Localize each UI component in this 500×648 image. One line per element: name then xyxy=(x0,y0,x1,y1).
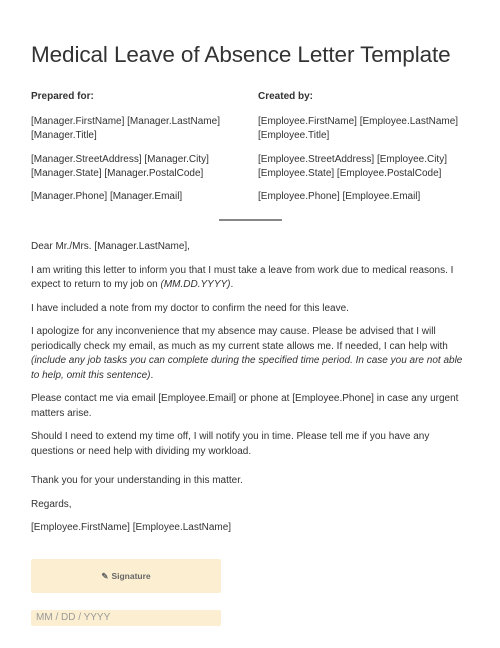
signature-field[interactable] xyxy=(31,559,221,593)
employee-contact[interactable]: [Employee.Phone] [Employee.Email] xyxy=(258,191,421,202)
manager-address-line2[interactable]: [Manager.State] [Manager.PostalCode] xyxy=(31,167,204,179)
letter-paragraph-6[interactable]: Thank you for your understanding in this matter. xyxy=(31,475,243,486)
letter-paragraph-1[interactable] xyxy=(31,264,471,293)
letter-signature-name[interactable]: [Employee.FirstName] [Employee.LastName] xyxy=(31,522,232,533)
prepared-for-name-role xyxy=(31,115,251,143)
document-title: Medical Leave of Absence Letter Template xyxy=(31,42,451,67)
manager-title[interactable]: [Manager.Title] xyxy=(31,130,97,141)
signature-label: Signature xyxy=(111,571,151,581)
paragraph-3-end: . xyxy=(150,369,154,381)
paragraph-1-end: . xyxy=(230,279,234,290)
letter-greeting[interactable]: Dear Mr./Mrs. [Manager.LastName], xyxy=(31,241,190,252)
manager-contact[interactable]: [Manager.Phone] [Manager.Email] xyxy=(31,191,183,202)
manager-name[interactable]: [Manager.FirstName] [Manager.LastName] xyxy=(31,116,220,127)
manager-address-line1[interactable]: [Manager.StreetAddress] [Manager.City] xyxy=(31,153,209,165)
created-by-name-role xyxy=(258,115,493,143)
prepared-for-block xyxy=(31,90,251,214)
letter-closing[interactable]: Regards, xyxy=(31,498,72,510)
date-field[interactable] xyxy=(31,610,221,626)
letter-paragraph-2[interactable]: I have included a note from my doctor to confirm the need for this leave. xyxy=(31,302,349,314)
letter-paragraph-4[interactable]: Please contact me via email [Employee.Email] or phone at [Employee.Phone] in case any urgent matters arise. xyxy=(31,393,459,419)
created-by-heading: Created by: xyxy=(258,91,314,102)
prepared-for-address xyxy=(31,153,251,181)
prepared-for-contact xyxy=(31,190,251,204)
letter-body xyxy=(31,240,471,545)
created-by-block xyxy=(258,90,493,214)
pen-icon: ✎ xyxy=(101,570,109,581)
employee-address-line2[interactable]: [Employee.State] [Employee.PostalCode] xyxy=(258,167,442,179)
prepared-for-heading: Prepared for: xyxy=(31,91,94,102)
paragraph-1-text: I am writing this letter to inform you that I must take a leave from work due to medical reasons. I expect to return to my job on xyxy=(31,264,454,290)
employee-title[interactable]: [Employee.Title] xyxy=(258,130,330,141)
letter-paragraph-5[interactable]: Should I need to extend my time off, I will notify you in time. Please tell me if you have any questions or need help with dividing my workload. xyxy=(31,431,430,457)
job-tasks-placeholder: (include any job tasks you can complete during the specified time period. In case you are not able to help, omit this sentence) xyxy=(31,355,463,381)
section-divider xyxy=(219,219,282,221)
paragraph-3-text: I apologize for any inconvenience that my absence may cause. Please be advised that I will periodically check my email, as much as my current state allows me. If needed, I can help with xyxy=(31,326,448,352)
employee-address-line1[interactable]: [Employee.StreetAddress] [Employee.City] xyxy=(258,153,447,165)
return-date-placeholder: (MM.DD.YYYY) xyxy=(160,279,231,290)
date-placeholder: MM / DD / YYYY xyxy=(36,612,111,623)
employee-name[interactable]: [Employee.FirstName] [Employee.LastName] xyxy=(258,116,459,127)
letter-paragraph-3[interactable] xyxy=(31,325,471,383)
created-by-address xyxy=(258,153,493,181)
created-by-contact xyxy=(258,190,493,204)
